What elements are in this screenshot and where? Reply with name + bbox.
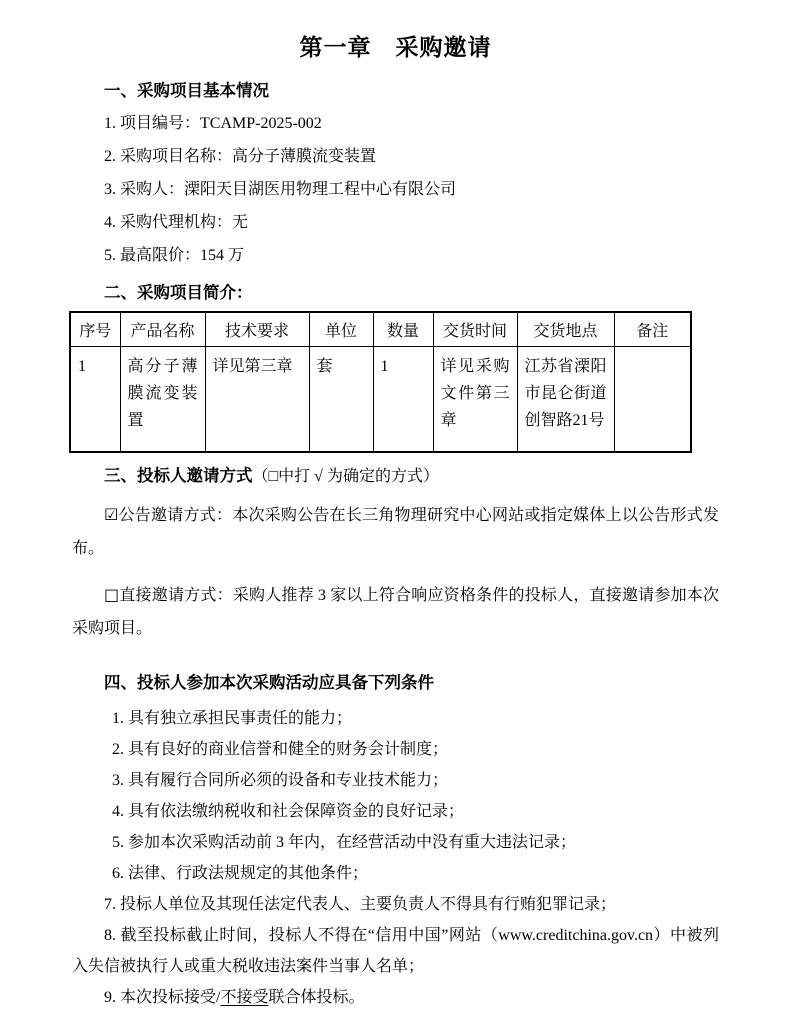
list-item: 3. 具有履行合同所必须的设备和专业技术能力； — [112, 772, 449, 789]
section3-heading — [72, 464, 719, 489]
list-item: 5. 参加本次采购活动前 3 年内，在经营活动中没有重大违法记录； — [112, 834, 577, 851]
list-item: 5. 最高限价：154 万 — [104, 247, 245, 264]
announcement-invitation-paragraph — [72, 498, 719, 565]
direct-invitation-paragraph — [72, 578, 719, 645]
list-item: 7. 投标人单位及其现任法定代表人、主要负责人不得具有行贿犯罪记录； — [104, 896, 617, 913]
unchecked-checkbox-icon: □ — [104, 585, 120, 604]
section3-heading-note: （□中打 √ 为确定的方式） — [252, 468, 439, 485]
direct-invitation-text: 直接邀请方式：采购人推荐 3 家以上符合响应资格条件的投标人，直接邀请参加本次采购项目。 — [72, 587, 719, 637]
list-item — [72, 982, 719, 1013]
list-item: 2. 具有良好的商业信誉和健全的财务会计制度； — [112, 741, 449, 758]
table-header-cell: 交货时间 — [433, 312, 517, 346]
table-cell: 详见第三章 — [205, 346, 309, 452]
table-cell: 1 — [70, 346, 120, 452]
section4-item-list — [72, 703, 719, 1013]
list-item: 4. 具有依法缴纳税收和社会保障资金的良好记录； — [112, 803, 465, 820]
section1-heading: 一、采购项目基本情况 — [104, 82, 269, 100]
list-item: 8. 截至投标截止时间，投标人不得在“信用中国”网站（www.creditchina.gov.cn）中被列入失信被执行人或重大税收违法案件当事人名单； — [72, 927, 719, 975]
section1-item-list — [72, 107, 719, 272]
table-header-cell: 交货地点 — [517, 312, 614, 346]
table-row — [70, 346, 691, 452]
list-item: 1. 项目编号：TCAMP-2025-002 — [104, 115, 322, 132]
section2-heading: 二、采购项目简介： — [104, 284, 253, 302]
section4-heading: 四、投标人参加本次采购活动应具备下列条件 — [104, 674, 434, 692]
item9-suffix: 联合体投标。 — [268, 989, 365, 1006]
table-cell: 1 — [373, 346, 433, 452]
table-header-cell: 技术要求 — [205, 312, 309, 346]
table-header-cell: 备注 — [614, 312, 691, 346]
table-cell — [614, 346, 691, 452]
table-header-cell: 序号 — [70, 312, 120, 346]
procurement-summary-table — [69, 311, 692, 453]
table-cell: 高分子薄膜流变装置 — [120, 346, 205, 452]
list-item: 1. 具有独立承担民事责任的能力； — [112, 710, 353, 727]
checked-checkbox-icon: ☑ — [104, 505, 119, 524]
table-cell: 套 — [309, 346, 373, 452]
list-item: 2. 采购项目名称：高分子薄膜流变装置 — [104, 148, 377, 165]
item9-prefix: 9. 本次投标接受/ — [104, 989, 221, 1006]
announcement-invitation-text: 公告邀请方式：本次采购公告在长三角物理研究中心网站或指定媒体上以公告形式发布。 — [72, 507, 719, 557]
list-item: 3. 采购人：溧阳天目湖医用物理工程中心有限公司 — [104, 181, 457, 198]
table-header-row — [70, 312, 691, 346]
table-cell: 详见采购文件第三章 — [433, 346, 517, 452]
table-header-cell: 产品名称 — [120, 312, 205, 346]
table-header-cell: 数量 — [373, 312, 433, 346]
table-cell: 江苏省溧阳市昆仑街道创智路21号 — [517, 346, 614, 452]
item9-underlined-text: 不接受 — [220, 989, 269, 1006]
list-item: 4. 采购代理机构：无 — [104, 214, 249, 231]
section3-heading-text: 三、投标人邀请方式 — [104, 467, 253, 485]
list-item: 6. 法律、行政法规规定的其他条件； — [112, 865, 369, 882]
table-header-cell: 单位 — [309, 312, 373, 346]
page-title: 第一章 采购邀请 — [299, 34, 492, 60]
